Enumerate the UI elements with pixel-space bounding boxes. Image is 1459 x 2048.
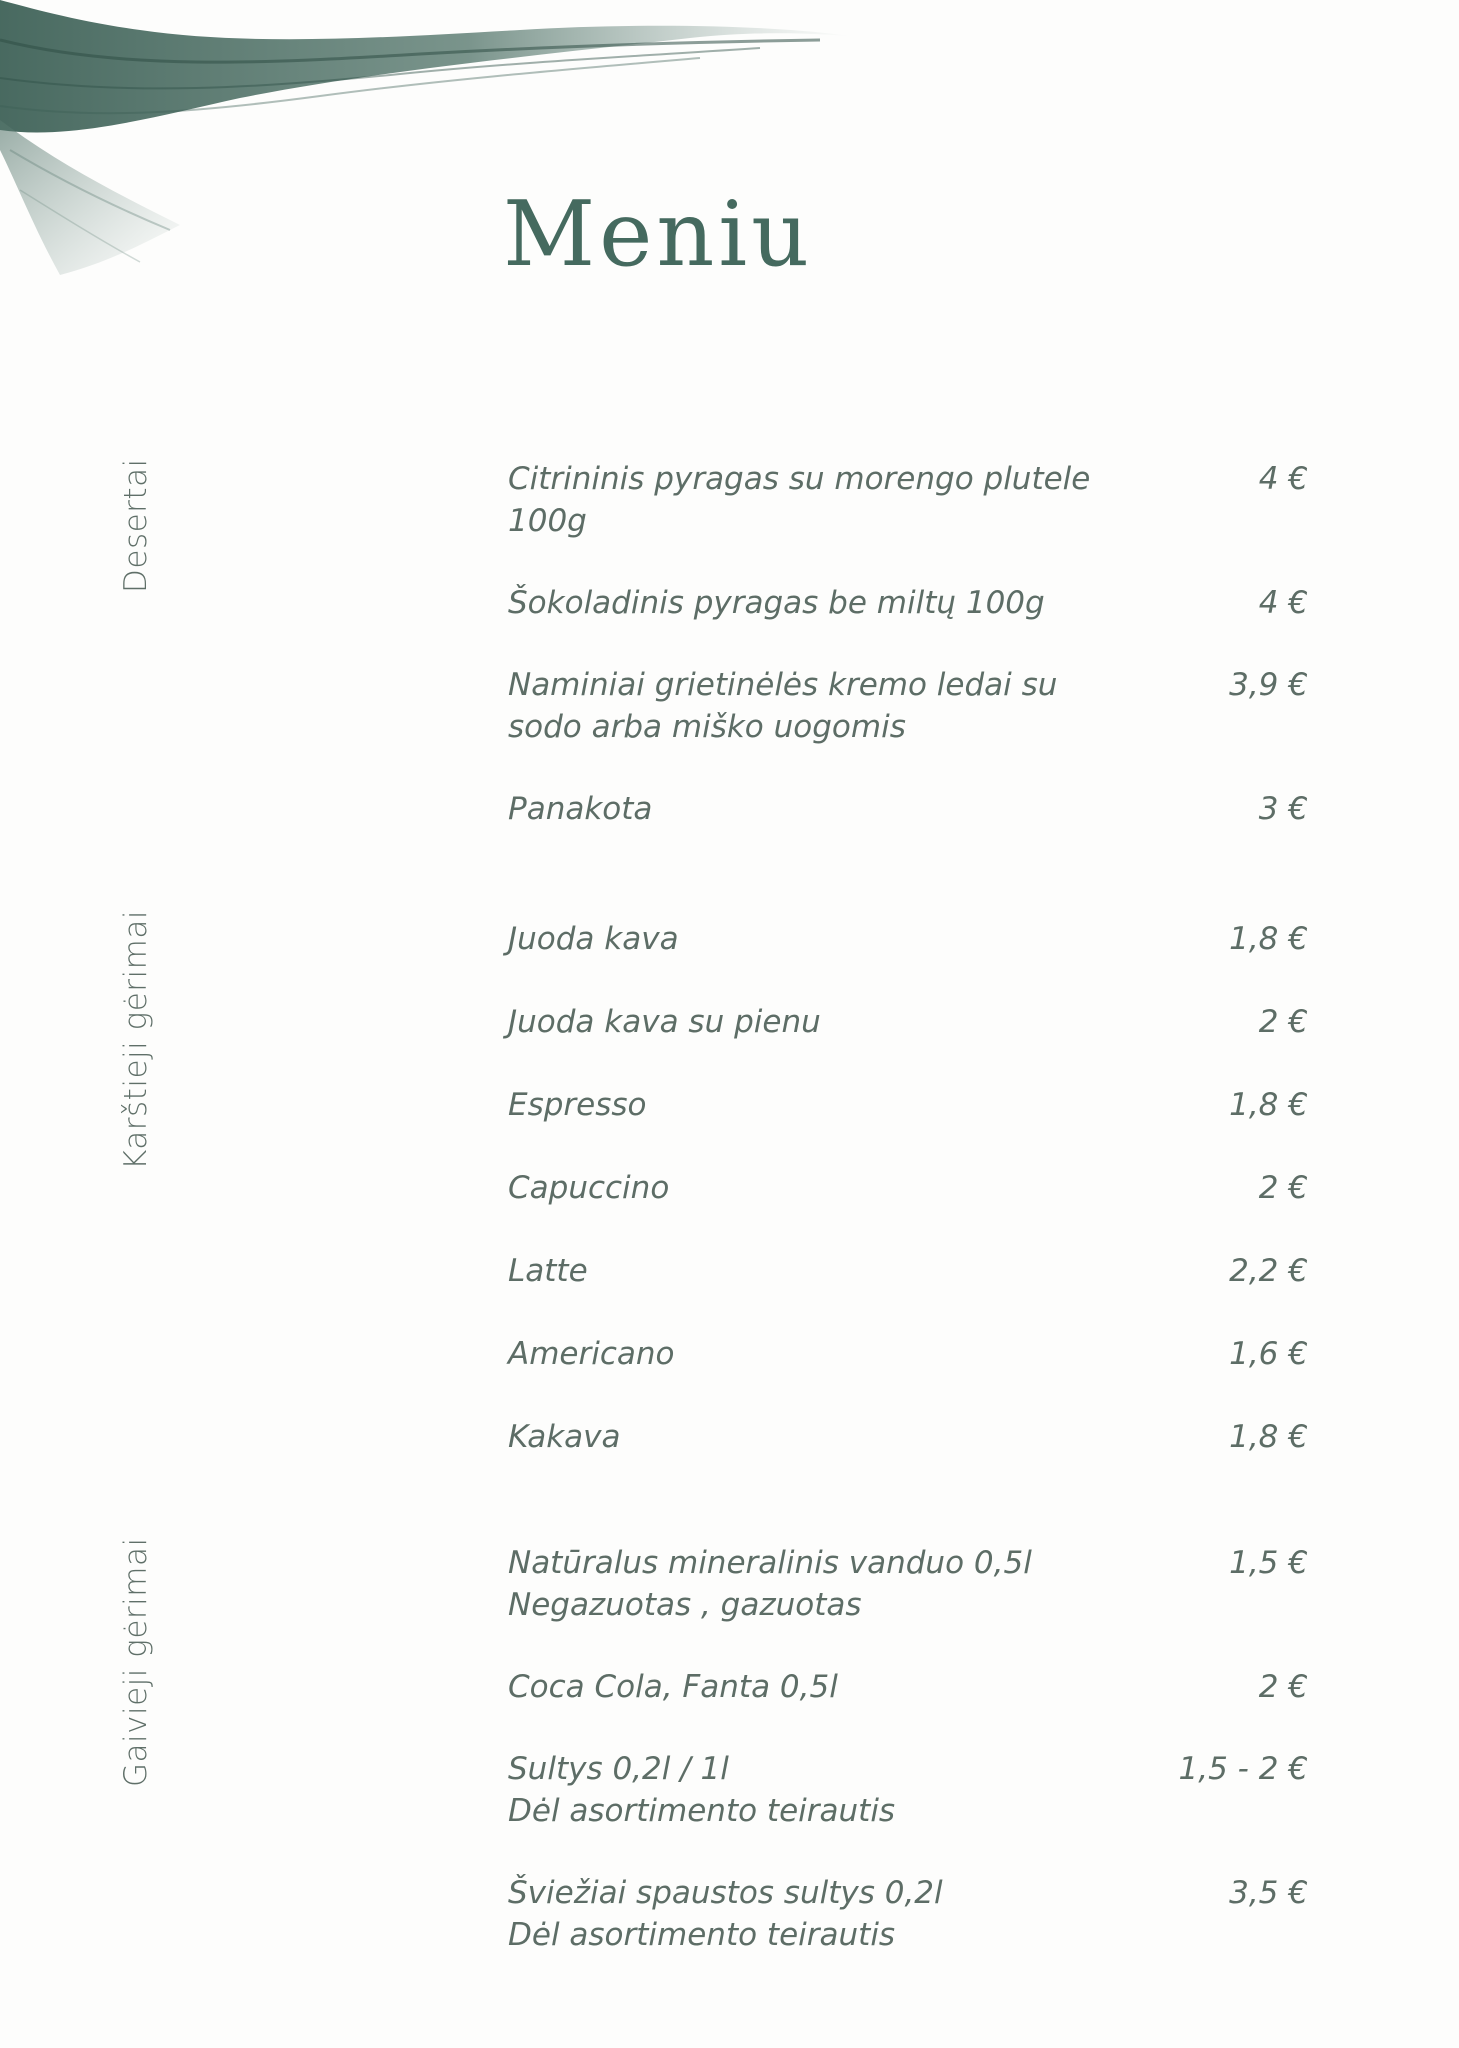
item-name-line: Naminiai grietinėlės kremo ledai su bbox=[508, 667, 1058, 703]
item-name-line: Natūralus mineralinis vanduo 0,5l bbox=[508, 1545, 1032, 1581]
menu-item bbox=[508, 664, 1308, 748]
item-price: 2,2 € bbox=[1229, 1253, 1308, 1289]
item-price: 3,9 € bbox=[1229, 667, 1308, 703]
item-price: 2 € bbox=[1258, 1170, 1308, 1206]
item-name-line: Sultys 0,2l / 1l bbox=[508, 1751, 729, 1787]
item-name bbox=[508, 1872, 1148, 1956]
item-name-line: Juoda kava bbox=[508, 921, 679, 957]
item-name bbox=[508, 1167, 1148, 1209]
item-price: 1,5 € bbox=[1229, 1545, 1308, 1581]
section-label: Desertai bbox=[118, 458, 154, 593]
item-name-line: Negazuotas , gazuotas bbox=[508, 1587, 862, 1623]
item-name bbox=[508, 1250, 1148, 1292]
item-name-line: Coca Cola, Fanta 0,5l bbox=[508, 1669, 838, 1705]
item-name bbox=[508, 458, 1148, 542]
menu-item bbox=[508, 1872, 1308, 1956]
item-name bbox=[508, 1001, 1148, 1043]
item-name-line: 100g bbox=[508, 503, 587, 539]
menu-item bbox=[508, 1250, 1308, 1292]
item-name-line: Latte bbox=[508, 1253, 588, 1289]
item-name-line: Panakota bbox=[508, 791, 653, 827]
menu-item bbox=[508, 788, 1308, 830]
item-name bbox=[508, 1084, 1148, 1126]
menu-list bbox=[508, 918, 1308, 1458]
item-price: 1,8 € bbox=[1229, 921, 1308, 957]
item-price: 4 € bbox=[1258, 585, 1308, 621]
menu-item bbox=[508, 1416, 1308, 1458]
item-price: 4 € bbox=[1258, 461, 1308, 497]
item-name bbox=[508, 788, 1148, 830]
item-name-line: Americano bbox=[508, 1336, 675, 1372]
page-title: Meniu bbox=[503, 182, 814, 287]
item-name bbox=[508, 1748, 1148, 1832]
menu-item bbox=[508, 918, 1308, 960]
item-price: 3 € bbox=[1258, 791, 1308, 827]
item-price: 1,8 € bbox=[1229, 1419, 1308, 1455]
menu-item bbox=[508, 1167, 1308, 1209]
item-price: 1,5 - 2 € bbox=[1178, 1751, 1308, 1787]
menu-list bbox=[508, 458, 1308, 830]
menu-item bbox=[508, 458, 1308, 542]
item-name bbox=[508, 918, 1148, 960]
menu-item bbox=[508, 1748, 1308, 1832]
menu-item bbox=[508, 1542, 1308, 1626]
item-name-line: sodo arba miško uogomis bbox=[508, 709, 906, 745]
item-price: 1,8 € bbox=[1229, 1087, 1308, 1123]
item-name bbox=[508, 1333, 1148, 1375]
menu-item bbox=[508, 1333, 1308, 1375]
item-price: 1,6 € bbox=[1229, 1336, 1308, 1372]
item-name bbox=[508, 582, 1148, 624]
item-name-line: Citrininis pyragas su morengo plutele bbox=[508, 461, 1091, 497]
item-name-line: Dėl asortimento teirautis bbox=[508, 1793, 896, 1829]
item-name bbox=[508, 1542, 1148, 1626]
section-label: Karštieji gėrimai bbox=[118, 910, 154, 1170]
item-price: 2 € bbox=[1258, 1669, 1308, 1705]
item-name-line: Espresso bbox=[508, 1087, 647, 1123]
menu-item bbox=[508, 1001, 1308, 1043]
item-name bbox=[508, 1416, 1148, 1458]
menu-list bbox=[508, 1542, 1308, 1956]
section-label: Gaivieji gėrimai bbox=[118, 1537, 154, 1787]
menu-item bbox=[508, 1084, 1308, 1126]
item-name bbox=[508, 664, 1148, 748]
menu-item bbox=[508, 582, 1308, 624]
item-name bbox=[508, 1666, 1148, 1708]
item-price: 3,5 € bbox=[1229, 1875, 1308, 1911]
item-name-line: Capuccino bbox=[508, 1170, 670, 1206]
item-name-line: Šviežiai spaustos sultys 0,2l bbox=[508, 1875, 943, 1911]
item-name-line: Kakava bbox=[508, 1419, 621, 1455]
item-name-line: Dėl asortimento teirautis bbox=[508, 1917, 896, 1953]
item-name-line: Šokoladinis pyragas be miltų 100g bbox=[508, 585, 1045, 621]
item-name-line: Juoda kava su pienu bbox=[508, 1004, 821, 1040]
item-price: 2 € bbox=[1258, 1004, 1308, 1040]
menu-item bbox=[508, 1666, 1308, 1708]
